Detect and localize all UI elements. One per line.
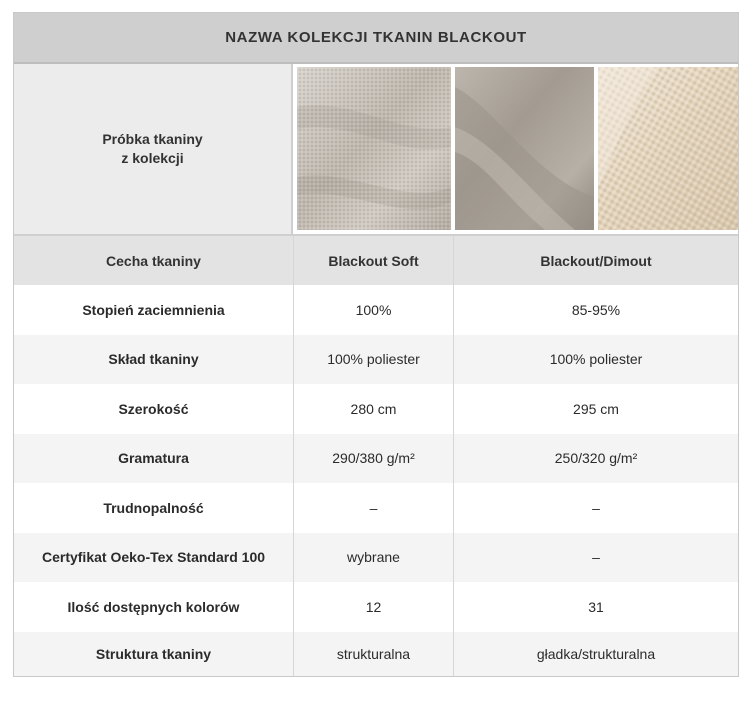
fabric-sample-row [14,64,738,234]
table-header-row [14,234,738,287]
sample-label-line2: z kolekcji [121,150,184,166]
row-feature: Skład tkaniny [14,335,294,385]
row-feature: Szerokość [14,384,294,434]
row-blackout-dimout-value: 85-95% [571,301,621,318]
header-feature: Cecha tkaniny [14,236,294,285]
row-blackout-soft-value: strukturalna [294,632,454,677]
row-blackout-dimout-value: 100% poliester [549,351,643,368]
row-blackout-soft-value: – [294,483,454,533]
fabric-swatch-grey-image [455,67,594,230]
sample-row-label [14,64,293,234]
fabric-comparison-table [13,12,739,677]
row-feature: Trudnopalność [14,483,294,533]
row-feature: Struktura tkaniny [14,632,294,677]
row-feature: Stopień zaciemnienia [14,285,294,335]
table-row [14,285,738,335]
row-blackout-dimout-value: – [592,499,600,516]
table-title: NAZWA KOLEKCJI TKANIN BLACKOUT [14,13,738,64]
table-row [14,533,738,583]
table-row [14,632,738,677]
row-blackout-soft-value: 12 [294,582,454,632]
table-row [14,434,738,484]
row-feature: Certyfikat Oeko-Tex Standard 100 [14,533,294,583]
table-row [14,335,738,385]
row-blackout-dimout-value: gładka/strukturalna [536,645,656,662]
row-blackout-soft-value: 290/380 g/m² [294,434,454,484]
table-row [14,582,738,632]
row-blackout-soft-value: 280 cm [294,384,454,434]
row-blackout-dimout-value: 295 cm [573,400,619,417]
row-blackout-dimout-value: – [592,549,600,566]
header-blackout-dimout: Blackout/Dimout [540,252,652,269]
row-blackout-soft-value: wybrane [294,533,454,583]
table-row [14,483,738,533]
sample-label-line1: Próbka tkaniny [102,131,203,147]
row-blackout-dimout-value: 31 [588,598,604,615]
header-blackout-soft: Blackout Soft [294,236,454,285]
table-row [14,384,738,434]
row-blackout-soft-value: 100% [294,285,454,335]
fabric-swatch-linen-image [297,67,451,230]
row-feature: Gramatura [14,434,294,484]
row-feature: Ilość dostępnych kolorów [14,582,294,632]
row-blackout-soft-value: 100% poliester [294,335,454,385]
row-blackout-dimout-value: 250/320 g/m² [554,450,638,467]
fabric-swatch-cream-image [598,67,738,230]
